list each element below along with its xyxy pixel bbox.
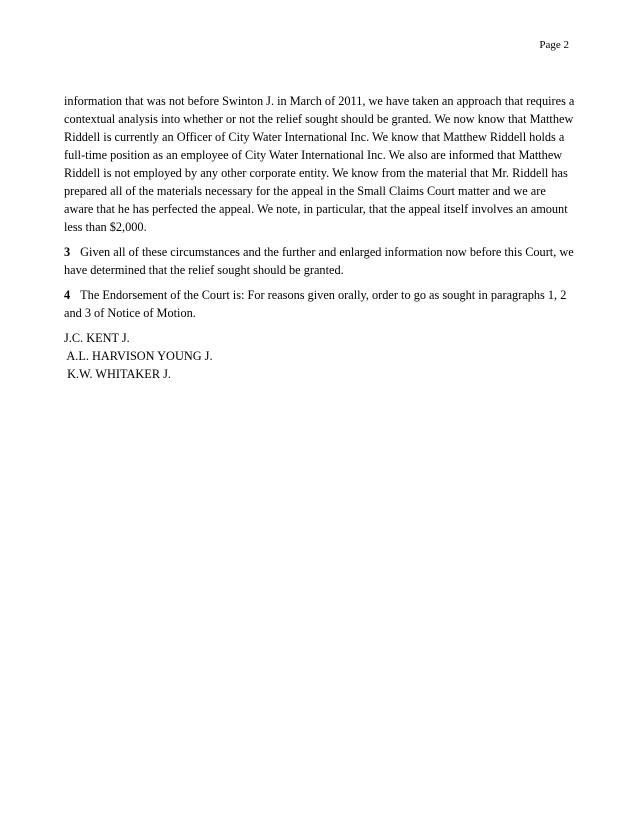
signature-judge: A.L. HARVISON YOUNG J.: [64, 349, 213, 363]
signature-judge: J.C. KENT J.: [64, 331, 130, 345]
document-body: [64, 92, 576, 383]
signature-judge: K.W. WHITAKER J.: [64, 367, 171, 381]
paragraph-number: 3: [64, 245, 71, 259]
signature-block: [64, 329, 576, 383]
paragraph-4: [64, 286, 576, 322]
paragraph-text: The Endorsement of the Court is: For reasons given orally, order to go as sought in paragraphs 1, 2 and 3 of Notice of Motion.: [64, 288, 567, 320]
paragraph-text: Given all of these circumstances and the further and enlarged information now before this Court, we have determined that the relief sought should be granted.: [64, 245, 574, 277]
paragraph-number: 4: [64, 288, 71, 302]
page-number: Page 2: [539, 39, 569, 51]
paragraph-3: [64, 243, 576, 279]
paragraph-continued: information that was not before Swinton J. in March of 2011, we have taken an approach that requires a contextual analysis into whether or not the relief sought should be granted. We now know that Matthew Riddell is currently an Officer of City Water International Inc. We know that Matthew Riddell holds a full-time position as an employee of City Water International Inc. We also are informed that Matthew Riddell is not employed by any other corporate entity. We know from the material that Mr. Riddell has prepared all of the materials necessary for the appeal in the Small Claims Court matter and we are aware that he has perfected the appeal. We note, in particular, that the appeal itself involves an amount less than $2,000.: [64, 94, 575, 234]
